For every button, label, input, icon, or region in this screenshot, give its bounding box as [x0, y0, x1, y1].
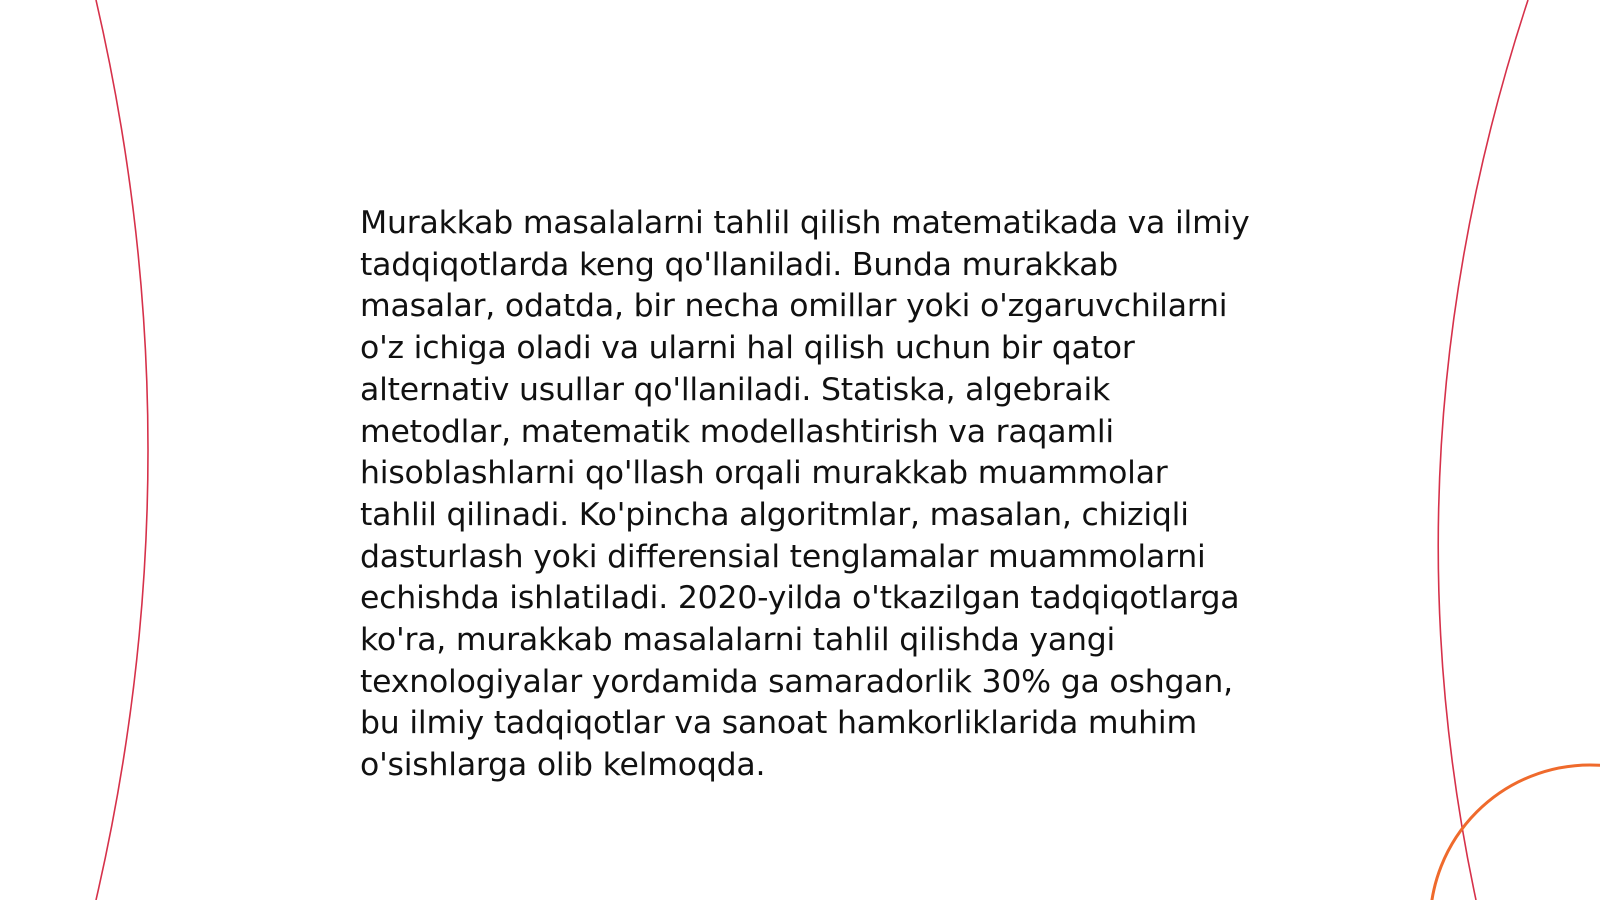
left-curve-line — [96, 0, 148, 900]
right-curve-line — [1438, 0, 1528, 900]
body-paragraph: Murakkab masalalarni tahlil qilish matematikada va ilmiy tadqiqotlarda keng qo'llaniladi. Bunda murakkab masalar, odatda, bir necha omillar yoki o'zgaruvchilarni o'z ichiga oladi va ularni hal qilish uchun bir qator alternativ usullar qo'llaniladi. Statiska, algebraik metodlar, matematik modellashtirish va raqamli hisoblashlarni qo'llash orqali murakkab muammolar tahlil qilinadi. Ko'pincha algoritmlar, masalan, chiziqli dasturlash yoki differensial tenglamalar muammolarni echishda ishlatiladi. 2020-yilda o'tkazilgan tadqiqotlarga ko'ra, murakkab masalalarni tahlil qilishda yangi texnologiyalar yordamida samaradorlik 30% ga oshgan, bu ilmiy tadqiqotlar va sanoat hamkorliklarida muhim o'sishlarga olib kelmoqda. — [360, 205, 1250, 784]
